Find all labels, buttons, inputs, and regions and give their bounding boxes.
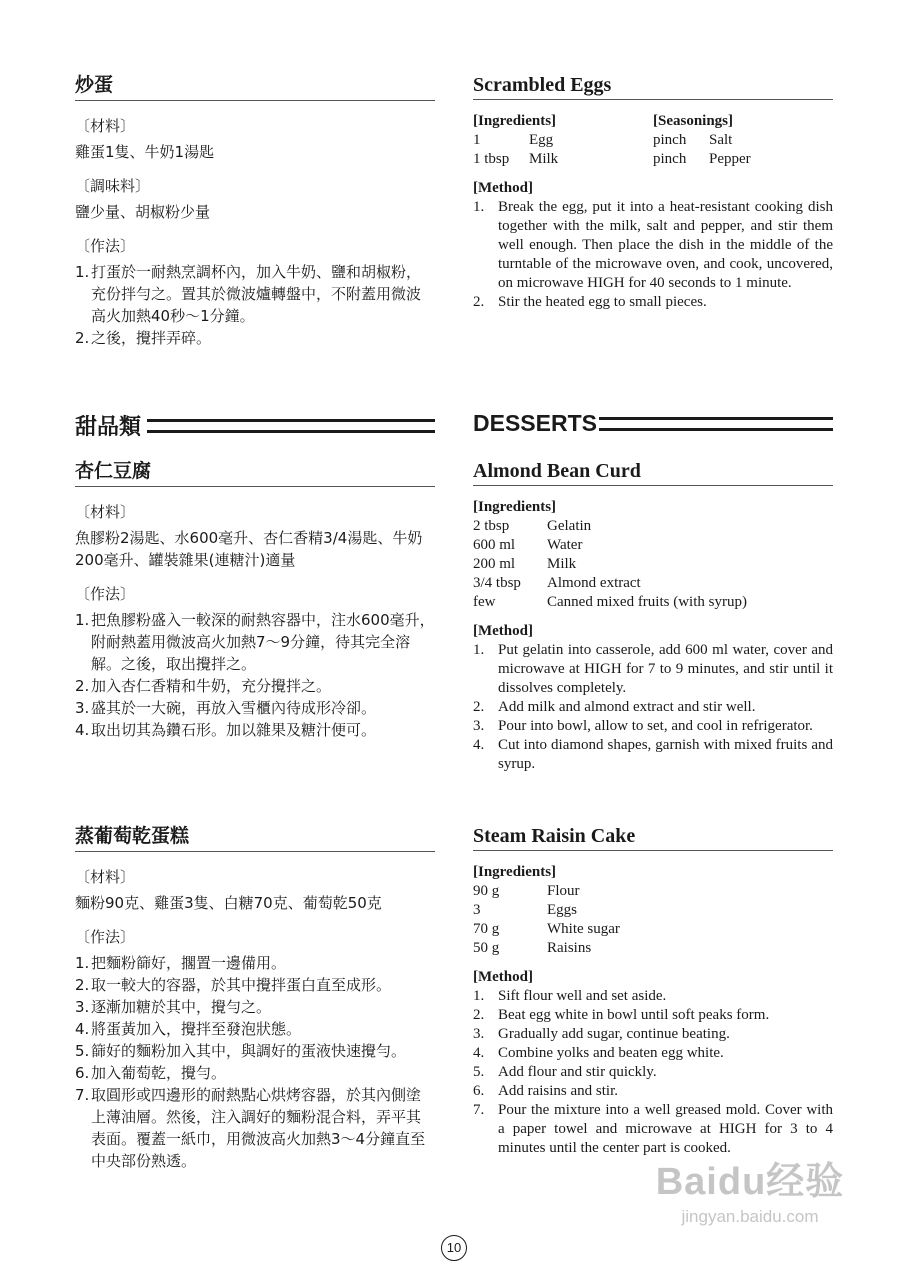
ingredient-row [473, 555, 833, 574]
list-item [473, 198, 833, 293]
scrambled-zh-ing-label: 〔材料〕 [75, 117, 136, 135]
raisin-en-method-label: [Method] [473, 969, 533, 985]
list-item [473, 736, 833, 774]
page-number: 10 [441, 1235, 467, 1261]
ingredient-name: Milk [547, 556, 577, 572]
scrambled-zh-title: 炒蛋 [75, 74, 435, 101]
desserts-en-heading [473, 410, 833, 437]
raisin-en-ing-label: [Ingredients] [473, 864, 557, 880]
list-item [473, 987, 833, 1006]
step-text: 加入葡萄乾，攪勻。 [91, 1064, 227, 1082]
ingredient-qty: 70 g [473, 921, 500, 937]
ingredient-name: Raisins [547, 940, 592, 956]
step-text: Sift flour well and set aside. [498, 988, 667, 1004]
almond-zh-ing-label: 〔材料〕 [75, 503, 136, 521]
step-text: 取一較大的容器，於其中攪拌蛋白直至成形。 [91, 976, 392, 994]
ingredient-row [473, 536, 833, 555]
ingredient-name: White sugar [547, 921, 620, 937]
list-item [75, 974, 435, 996]
list-item [473, 1025, 833, 1044]
step-text: Put gelatin into casserole, add 600 ml water, cover and microwave at HIGH for 7 to 9 minutes, and stir until it dissolves completely. [498, 642, 833, 696]
almond-en-method-label: [Method] [473, 623, 533, 639]
step-number: 7. [75, 1086, 90, 1104]
step-text: 之後，攪拌弄碎。 [91, 329, 212, 347]
list-item [75, 719, 435, 741]
ingredient-name: Milk [529, 151, 559, 167]
ingredient-qty: 600 ml [473, 537, 516, 553]
step-text: 把魚膠粉盛入一較深的耐熱容器中，注水600毫升，附耐熱蓋用微波高火加熱7～9分鐘，待其完全溶解。之後，取出攪拌之。 [91, 611, 435, 673]
scrambled-zh-seasonings: 鹽少量、胡椒粉少量 [75, 203, 211, 221]
step-text: Stir the heated egg to small pieces. [498, 294, 707, 310]
raisin-en-title: Steam Raisin Cake [473, 827, 833, 851]
list-item [75, 327, 435, 349]
ingredient-qty: few [473, 594, 496, 610]
list-item [75, 609, 435, 675]
step-number: 2. [75, 677, 90, 695]
list-item [473, 1082, 833, 1101]
ingredient-qty: pinch [653, 151, 687, 167]
step-number: 1. [473, 642, 485, 658]
step-number: 4. [75, 721, 90, 739]
ingredient-qty: 90 g [473, 883, 500, 899]
step-number: 3. [473, 718, 485, 734]
list-item [473, 698, 833, 717]
almond-zh-section [75, 460, 435, 741]
step-text: 將蛋黃加入，攪拌至發泡狀態。 [91, 1020, 302, 1038]
ingredient-row [473, 939, 833, 958]
almond-en-ingredients [473, 517, 833, 612]
ingredient-qty: 3/4 tbsp [473, 575, 521, 591]
scrambled-en-title: Scrambled Eggs [473, 76, 833, 100]
step-text: Beat egg white in bowl until soft peaks form. [498, 1007, 770, 1023]
step-text: 把麵粉篩好，擱置一邊備用。 [91, 954, 287, 972]
scrambled-en-ingredient-table [473, 112, 833, 169]
step-number: 4. [473, 737, 485, 753]
scrambled-en-steps [473, 198, 833, 312]
scrambled-en-ing-label: [Ingredients] [473, 113, 557, 129]
step-number: 1. [75, 611, 90, 629]
heading-rule [147, 419, 435, 433]
step-number: 1. [473, 988, 485, 1004]
step-text: Break the egg, put it into a heat-resistant cooking dish together with the milk, salt and pepper, and stir them well enough. Then place the dish in the middle of the turntable of the microwave oven, and cook, uncovered, on microwave HIGH for 40 seconds to 1 minute. [498, 199, 833, 291]
step-number: 2. [473, 1007, 485, 1023]
step-number: 4. [473, 1045, 485, 1061]
ingredient-row [473, 901, 833, 920]
ingredient-name: Gelatin [547, 518, 592, 534]
step-number: 5. [473, 1064, 485, 1080]
step-number: 5. [75, 1042, 90, 1060]
scrambled-en-ingredients [473, 112, 653, 169]
scrambled-zh-steps [75, 261, 435, 349]
ingredient-row [473, 882, 833, 901]
desserts-en-heading-text: DESSERTS [473, 410, 597, 436]
almond-zh-ingredients: 魚膠粉2湯匙、水600毫升、杏仁香精3/4湯匙、牛奶200毫升、罐裝雜果(連糖汁)適量 [75, 529, 423, 569]
list-item [75, 675, 435, 697]
list-item [75, 952, 435, 974]
ingredient-qty: 2 tbsp [473, 518, 510, 534]
step-number: 3. [473, 1026, 485, 1042]
ingredient-name: Pepper [709, 151, 751, 167]
watermark-url: jingyan.baidu.com [681, 1207, 819, 1226]
ingredient-name: Egg [529, 132, 554, 148]
scrambled-zh-method-label: 〔作法〕 [75, 237, 136, 255]
step-number: 1. [473, 199, 485, 215]
step-number: 1. [75, 954, 90, 972]
step-text: Gradually add sugar, continue beating. [498, 1026, 730, 1042]
step-text: 逐漸加糖於其中，攪勻之。 [91, 998, 272, 1016]
almond-en-steps [473, 641, 833, 774]
scrambled-en-seasonings [653, 112, 833, 169]
step-number: 2. [75, 329, 90, 347]
heading-rule [599, 417, 833, 431]
ingredient-name: Water [547, 537, 583, 553]
raisin-zh-method-label: 〔作法〕 [75, 928, 136, 946]
step-text: Cut into diamond shapes, garnish with mixed fruits and syrup. [498, 737, 833, 772]
scrambled-en-section [473, 76, 833, 312]
step-number: 3. [75, 699, 90, 717]
list-item [75, 1018, 435, 1040]
step-number: 2. [473, 699, 485, 715]
step-number: 4. [75, 1020, 90, 1038]
ingredient-row [473, 150, 653, 169]
step-text: Add flour and stir quickly. [498, 1064, 657, 1080]
ingredient-qty: 3 [473, 902, 481, 918]
step-text: 打蛋於一耐熱烹調杯內，加入牛奶、鹽和胡椒粉，充份拌勻之。置其於微波爐轉盤中，不附蓋用微波高火加熱40秒～1分鐘。 [91, 263, 422, 325]
list-item [473, 293, 833, 312]
raisin-zh-ingredients: 麵粉90克、雞蛋3隻、白糖70克、葡萄乾50克 [75, 894, 382, 912]
ingredient-name: Canned mixed fruits (with syrup) [547, 594, 747, 610]
ingredient-name: Flour [547, 883, 580, 899]
step-number: 6. [473, 1083, 485, 1099]
ingredient-row [473, 593, 833, 612]
ingredient-row [473, 574, 833, 593]
ingredient-qty: pinch [653, 132, 687, 148]
step-text: 加入杏仁香精和牛奶，充分攪拌之。 [91, 677, 332, 695]
step-text: Add raisins and stir. [498, 1083, 618, 1099]
scrambled-zh-ingredients: 雞蛋1隻、牛奶1湯匙 [75, 143, 215, 161]
baidu-watermark [640, 1150, 860, 1227]
step-text: 盛其於一大碗，再放入雪櫃內待成形冷卻。 [91, 699, 377, 717]
raisin-en-section [473, 827, 833, 1158]
ingredient-row [653, 150, 833, 169]
ingredient-row [653, 131, 833, 150]
list-item [75, 697, 435, 719]
ingredient-name: Eggs [547, 902, 577, 918]
raisin-en-steps [473, 987, 833, 1158]
list-item [75, 996, 435, 1018]
almond-zh-steps [75, 609, 435, 741]
raisin-zh-section [75, 825, 435, 1172]
step-number: 1. [75, 263, 90, 281]
ingredient-qty: 200 ml [473, 556, 516, 572]
almond-en-title: Almond Bean Curd [473, 462, 833, 486]
step-text: 取圓形或四邊形的耐熱點心烘烤容器，於其內側塗上薄油層。然後，注入調好的麵粉混合料，弄平其表面。覆蓋一紙巾，用微波高火加熱3～4分鐘直至中央部份熟透。 [91, 1086, 426, 1170]
almond-zh-title: 杏仁豆腐 [75, 460, 435, 487]
ingredient-qty: 50 g [473, 940, 500, 956]
scrambled-zh-section [75, 74, 435, 349]
list-item [473, 641, 833, 698]
scrambled-en-seas-label: [Seasonings] [653, 113, 734, 129]
desserts-zh-heading [75, 410, 435, 441]
step-number: 6. [75, 1064, 90, 1082]
step-text: Combine yolks and beaten egg white. [498, 1045, 724, 1061]
raisin-zh-title: 蒸葡萄乾蛋糕 [75, 825, 435, 852]
list-item [75, 261, 435, 327]
ingredient-row [473, 131, 653, 150]
ingredient-row [473, 920, 833, 939]
list-item [75, 1040, 435, 1062]
list-item [473, 717, 833, 736]
scrambled-en-method-label: [Method] [473, 180, 533, 196]
almond-en-section [473, 462, 833, 774]
step-number: 2. [75, 976, 90, 994]
step-text: 篩好的麵粉加入其中，與調好的蛋液快速攪勻。 [91, 1042, 407, 1060]
step-text: 取出切其為鑽石形。加以雜果及糖汁便可。 [91, 721, 377, 739]
raisin-en-ingredients [473, 882, 833, 958]
step-text: Add milk and almond extract and stir well. [498, 699, 756, 715]
step-number: 3. [75, 998, 90, 1016]
list-item [75, 1084, 435, 1172]
step-text: Pour the mixture into a well greased mold. Cover with a paper towel and microwave at HIGH for 3 to 4 minutes until the center part is cooked. [498, 1102, 833, 1156]
ingredient-name: Salt [709, 132, 733, 148]
list-item [75, 1062, 435, 1084]
almond-zh-method-label: 〔作法〕 [75, 585, 136, 603]
raisin-zh-steps [75, 952, 435, 1172]
scrambled-zh-seas-label: 〔調味料〕 [75, 177, 151, 195]
ingredient-row [473, 517, 833, 536]
almond-en-ing-label: [Ingredients] [473, 499, 557, 515]
ingredient-name: Almond extract [547, 575, 641, 591]
list-item [473, 1063, 833, 1082]
step-number: 2. [473, 294, 485, 310]
list-item [473, 1044, 833, 1063]
watermark-logo: Baidu经验 [655, 1161, 845, 1203]
list-item [473, 1006, 833, 1025]
step-number: 7. [473, 1102, 485, 1118]
desserts-zh-heading-text: 甜品類 [75, 415, 142, 440]
ingredient-qty: 1 tbsp [473, 151, 510, 167]
ingredient-qty: 1 [473, 132, 481, 148]
step-text: Pour into bowl, allow to set, and cool in refrigerator. [498, 718, 813, 734]
raisin-zh-ing-label: 〔材料〕 [75, 868, 136, 886]
